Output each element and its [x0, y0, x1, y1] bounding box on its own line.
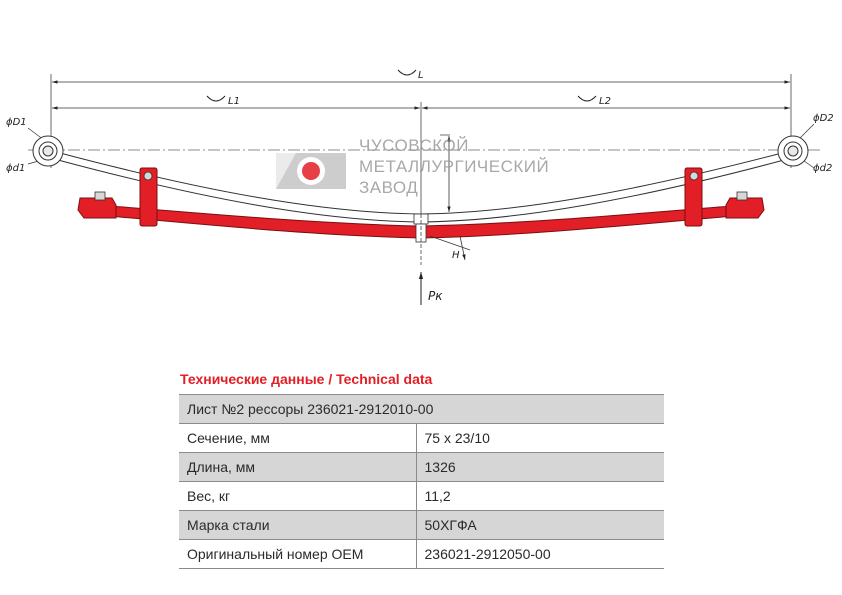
row-label: Марка стали: [179, 511, 416, 540]
table-row: [179, 540, 664, 569]
dimension-L-label: L: [418, 70, 424, 81]
brand-line-1: ЧУСОВСКОЙ: [359, 136, 469, 155]
brand-line-3: ЗАВОД: [359, 178, 419, 197]
dimension-L1: [52, 96, 420, 108]
row-value: 50ХГФА: [416, 511, 664, 540]
dim-D1-label: ϕD1: [6, 117, 27, 128]
dimension-L2-label: L2: [599, 96, 611, 107]
table-row: [179, 511, 664, 540]
row-label: Оригинальный номер OEM: [179, 540, 416, 569]
dimension-L2: [422, 96, 790, 108]
table-header-row: [179, 395, 664, 424]
load-force-arrow: [421, 272, 443, 305]
technical-data-title: Технические данные / Technical data: [180, 371, 433, 387]
chmz-logo-icon: [276, 153, 346, 189]
dimension-L1-label: L1: [228, 96, 240, 107]
dimension-H-label: H: [452, 250, 460, 261]
row-value: 1326: [416, 453, 664, 482]
center-bolt: [414, 214, 428, 265]
row-label: Длина, мм: [179, 453, 416, 482]
technical-data-table: [179, 394, 664, 569]
dim-d2-label: ϕd2: [813, 163, 833, 174]
row-label: Вес, кг: [179, 482, 416, 511]
row-value: 11,2: [416, 482, 664, 511]
brand-line-2: МЕТАЛЛУРГИЧЕСКИЙ: [359, 157, 550, 176]
dimension-L: [52, 70, 790, 82]
row-value: 75 x 23/10: [416, 424, 664, 453]
row-value: 236021-2912050-00: [416, 540, 664, 569]
part-name-cell: Лист №2 рессоры 236021-2912010-00: [179, 395, 664, 424]
table-row: [179, 482, 664, 511]
table-row: [179, 424, 664, 453]
table-row: [179, 453, 664, 482]
dim-d1-label: ϕd1: [6, 163, 26, 174]
brand-watermark: [276, 136, 549, 197]
dim-D2-label: ϕD2: [813, 113, 834, 124]
row-label: Сечение, мм: [179, 424, 416, 453]
load-force-label: Pк: [428, 289, 443, 303]
